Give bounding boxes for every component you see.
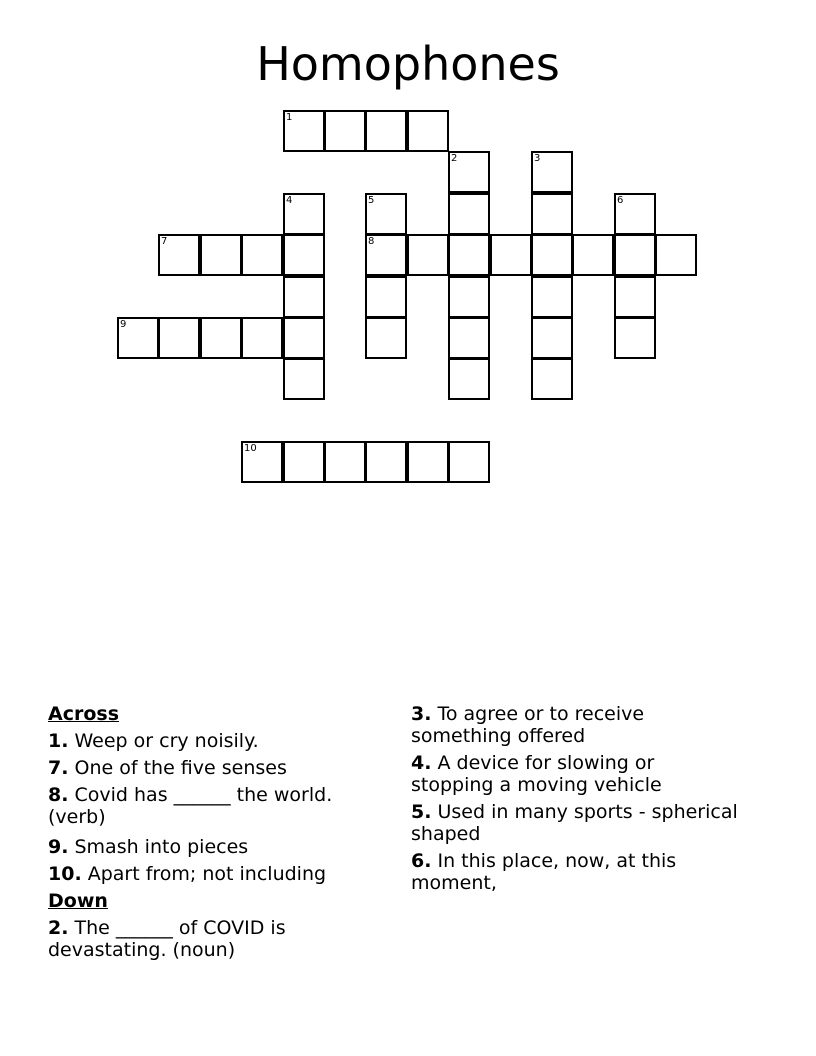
crossword-cell[interactable] bbox=[614, 234, 656, 276]
crossword-cell[interactable] bbox=[283, 193, 325, 235]
clue-text: In this place, now, at this moment, bbox=[411, 850, 677, 894]
cell-number: 9 bbox=[120, 319, 127, 330]
crossword-cell[interactable] bbox=[448, 151, 490, 193]
clue-text: Apart from; not including bbox=[81, 863, 327, 885]
clue-text: The ______ of COVID is devastating. (noun) bbox=[48, 917, 286, 961]
crossword-cell[interactable] bbox=[283, 110, 325, 152]
crossword-cell[interactable] bbox=[407, 110, 449, 152]
clue-across-9 bbox=[48, 836, 393, 858]
clue-across-7 bbox=[48, 757, 393, 779]
crossword-cell[interactable] bbox=[365, 317, 407, 359]
crossword-cell[interactable] bbox=[614, 317, 656, 359]
crossword-cell[interactable] bbox=[365, 110, 407, 152]
crossword-cell[interactable] bbox=[241, 234, 283, 276]
cell-number: 6 bbox=[617, 195, 624, 206]
clue-down-6 bbox=[411, 850, 741, 894]
clue-down-3 bbox=[411, 703, 741, 747]
crossword-cell[interactable] bbox=[531, 234, 573, 276]
crossword-cell[interactable] bbox=[365, 234, 407, 276]
crossword-cell[interactable] bbox=[365, 193, 407, 235]
crossword-cell[interactable] bbox=[614, 193, 656, 235]
crossword-cell[interactable] bbox=[158, 317, 200, 359]
across-header: Across bbox=[48, 703, 120, 725]
crossword-grid bbox=[0, 0, 816, 520]
clue-text: Covid has ______ the world. (verb) bbox=[48, 784, 333, 828]
clue-number: 2. bbox=[48, 917, 69, 939]
crossword-cell[interactable] bbox=[531, 317, 573, 359]
crossword-cell[interactable] bbox=[448, 276, 490, 318]
crossword-cell[interactable] bbox=[572, 234, 614, 276]
crossword-cell[interactable] bbox=[448, 317, 490, 359]
clue-text: A device for slowing or stopping a moving vehicle bbox=[411, 752, 662, 796]
crossword-cell[interactable] bbox=[407, 441, 449, 483]
crossword-cell[interactable] bbox=[531, 193, 573, 235]
crossword-cell[interactable] bbox=[241, 441, 283, 483]
crossword-cell[interactable] bbox=[200, 234, 242, 276]
page-title: Homophones bbox=[256, 37, 560, 91]
crossword-cell[interactable] bbox=[324, 441, 366, 483]
clue-text: To agree or to receive something offered bbox=[411, 703, 645, 747]
crossword-cell[interactable] bbox=[365, 276, 407, 318]
cell-number: 10 bbox=[244, 443, 257, 454]
crossword-cell[interactable] bbox=[614, 276, 656, 318]
clues-left-column bbox=[48, 703, 393, 966]
clue-text: Weep or cry noisily. bbox=[68, 730, 259, 752]
crossword-cell[interactable] bbox=[283, 276, 325, 318]
crossword-cell[interactable] bbox=[448, 193, 490, 235]
clue-across-8 bbox=[48, 784, 393, 828]
clue-number: 7. bbox=[48, 757, 69, 779]
clue-across-1 bbox=[48, 730, 393, 752]
crossword-cell[interactable] bbox=[490, 234, 532, 276]
down-header: Down bbox=[48, 890, 108, 912]
crossword-cell[interactable] bbox=[531, 358, 573, 400]
clue-down-5 bbox=[411, 801, 741, 845]
clue-number: 6. bbox=[411, 850, 432, 872]
crossword-cell[interactable] bbox=[531, 151, 573, 193]
cell-number: 4 bbox=[286, 195, 293, 206]
crossword-cell[interactable] bbox=[448, 441, 490, 483]
crossword-cell[interactable] bbox=[283, 234, 325, 276]
cell-number: 1 bbox=[286, 112, 293, 123]
clue-down-4 bbox=[411, 752, 741, 796]
crossword-cell[interactable] bbox=[241, 317, 283, 359]
crossword-cell[interactable] bbox=[117, 317, 159, 359]
crossword-cell[interactable] bbox=[283, 358, 325, 400]
crossword-cell[interactable] bbox=[200, 317, 242, 359]
clue-text: One of the five senses bbox=[68, 757, 287, 779]
crossword-cell[interactable] bbox=[283, 441, 325, 483]
crossword-cell[interactable] bbox=[158, 234, 200, 276]
clue-number: 9. bbox=[48, 836, 69, 858]
clue-number: 5. bbox=[411, 801, 432, 823]
cell-number: 5 bbox=[368, 195, 375, 206]
cell-number: 7 bbox=[161, 236, 168, 247]
clue-number: 4. bbox=[411, 752, 432, 774]
crossword-cell[interactable] bbox=[283, 317, 325, 359]
crossword-cell[interactable] bbox=[655, 234, 697, 276]
clue-number: 3. bbox=[411, 703, 432, 725]
clue-number: 1. bbox=[48, 730, 69, 752]
cell-number: 2 bbox=[451, 153, 458, 164]
crossword-cell[interactable] bbox=[448, 358, 490, 400]
clue-down-2 bbox=[48, 917, 393, 961]
crossword-cell[interactable] bbox=[531, 276, 573, 318]
clue-text: Smash into pieces bbox=[68, 836, 249, 858]
clue-across-10 bbox=[48, 863, 393, 885]
cell-number: 3 bbox=[534, 153, 541, 164]
clue-number: 10. bbox=[48, 863, 82, 885]
clue-number: 8. bbox=[48, 784, 69, 806]
crossword-cell[interactable] bbox=[324, 110, 366, 152]
cell-number: 8 bbox=[368, 236, 375, 247]
clues-right-column bbox=[411, 703, 741, 899]
clue-text: Used in many sports - spherical shaped bbox=[411, 801, 738, 845]
crossword-cell[interactable] bbox=[407, 234, 449, 276]
crossword-cell[interactable] bbox=[448, 234, 490, 276]
crossword-cell[interactable] bbox=[365, 441, 407, 483]
